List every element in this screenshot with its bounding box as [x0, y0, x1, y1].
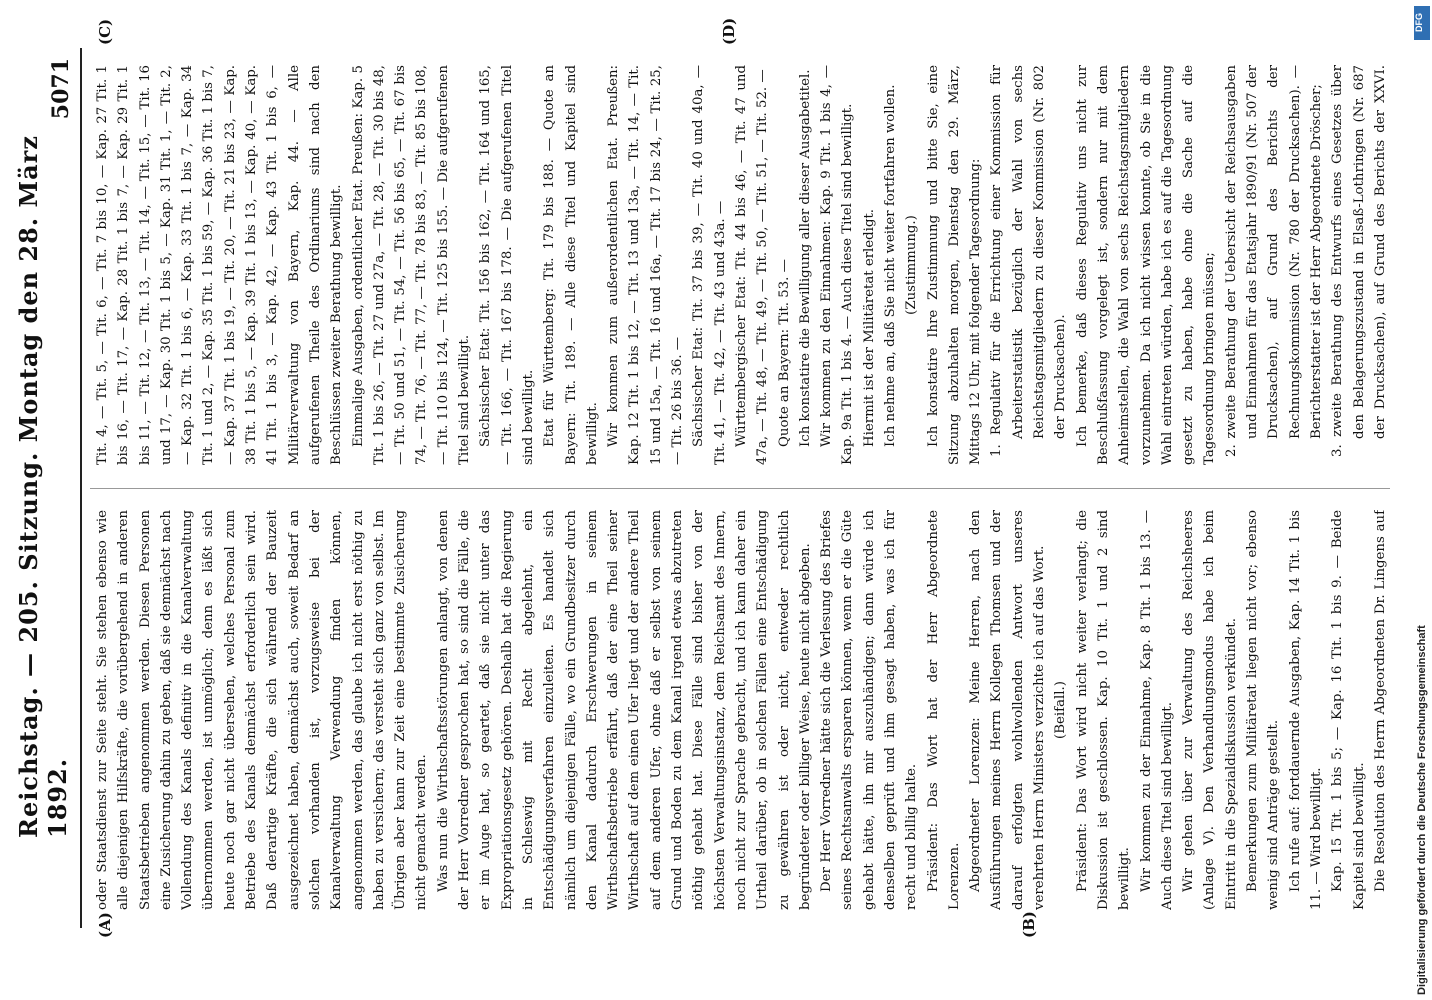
paragraph: Sächsischer Etat: Tit. 156 bis 162, — Tit. 164 und 165, — Tit. 166, — Tit. 167 bis 178. — Die aufgerufenen Titel sind bewilligt.: [478, 65, 536, 465]
paragraph: Wir kommen zu der Einnahme, Kap. 8 Tit. 1 bis 13. — Auch diese Titel sind bewilligt.: [1138, 510, 1175, 910]
paragraph: Wir gehen über zur Verwaltung des Reichsheeres (Anlage V). Den Verhandlungsmodus habe ich beim Eintritt in die Spezialdiskussion verkündet.: [1181, 510, 1239, 910]
column-divider: [90, 488, 1390, 489]
paragraph: Ich konstatire Ihre Zustimmung und bitte Sie, eine Sitzung abzuhalten morgen, Dienstag den 29. März, Mittags 12 Uhr, mit folgender Tagesordnung:: [925, 65, 984, 465]
margin-marker-a: (A): [96, 912, 114, 938]
paragraph: Hiermit ist der Militäretat erledigt.: [861, 208, 877, 447]
margin-marker-c: (C): [96, 18, 114, 45]
paragraph: Kap. 15 Tit. 1 bis 5; — Kap. 16 Tit. 1 bis 9. — Beide Kapitel sind bewilligt.: [1330, 510, 1367, 910]
paragraph: Ich konstatire die Bewilligung aller dieser Ausgabetitel.: [797, 69, 813, 447]
running-head: Reichstag. — 205. Sitzung. Montag den 28. März 1892.: [14, 135, 72, 838]
agenda-item: 3. zweite Berathung des Entwurfs eines Gesetzes über den Belagerungszustand in Elsaß-Lothringen (Nr. 687 der Drucksachen), auf Grund des Berichts der XXVI.: [1330, 65, 1388, 457]
paragraph: Präsident: Das Wort wird nicht weiter verlangt; die Diskussion ist geschlossen. Kap. 10 Tit. 1 und 2 sind bewilligt.: [1074, 510, 1133, 910]
paragraph: oder Staatsdienst zur Seite steht. Sie stehen ebenso wie alle diejenigen Hilfskräfte, die vorübergehend in anderen Staatsbetrieben angenommen werden. Diesen Personen eine Zusicherung dahin zu geben, daß sie demnächst nach Vollendung des Kanals definitiv in die Kanalverwaltung übernommen werden, ist unmöglich; denn es läßt sich heute noch gar nicht übersehen, welches Personal zum Betriebe des Kanals demnächst erforderlich sein wird. Daß derartige Kräfte, die sich während der Bauzeit ausgezeichnet haben, demnächst auch, soweit Bedarf an solchen vorhanden ist, vorzugsweise bei der Kanalverwaltung Verwendung finden können, angenommen werden, das glaube ich nicht erst nöthig zu haben zu versichern; das versteht sich ganz von selbst. Im Übrigen aber kann zur Zeit eine bestimmte Zusicherung nicht gemacht werden.: [95, 510, 430, 910]
digitization-note: Digitalisierung gefördert durch die Deutsche Forschungsgemeinschaft: [1416, 625, 1428, 995]
paragraph: Wir kommen zum außerordentlichen Etat. Preußen: Kap. 12 Tit. 1 bis 12, — Tit. 13 und 13a, — Tit. 14, — Tit. 15 und 15a, — Tit. 16 und 16a, — Tit. 17 bis 24, — Tit. 25, — Tit. 26 bis 36. —: [606, 65, 686, 465]
paragraph: Ich rufe auf: fortdauernde Ausgaben, Kap. 14 Tit. 1 bis 11. — Wird bewilligt.: [1287, 510, 1324, 910]
right-column: [92, 65, 1392, 465]
paragraph: (Zustimmung.): [904, 215, 920, 315]
paragraph: Einmalige Ausgaben, ordentlicher Etat. Preußen: Kap. 5 Tit. 1 bis 26, — Tit. 27 und 27a, — Tit. 28, — Tit. 30 bis 48, — Tit. 50 und 51, — Tit. 54, — Tit. 56 bis 65, — Tit. 67 bis 74, — Tit. 76, — Tit. 77, — Tit. 78 bis 83, — Tit. 85 bis 108, — Tit. 110 bis 124, — Tit. 125 bis 155. — Die aufgerufenen Titel sind bewilligt.: [350, 65, 473, 465]
paragraph: (Beifall.): [1053, 681, 1069, 739]
paragraph: Sächsischer Etat: Tit. 37 bis 39, — Tit. 40 und 40a, — Tit. 41, — Tit. 42, — Tit. 43 und 43a. —: [691, 65, 728, 465]
paragraph: Wir kommen zu den Einnahmen: Kap. 9 Tit. 1 bis 4, — Kap. 9a Tit. 1 bis 4. — Auch diese Titel sind bewilligt.: [819, 65, 856, 465]
page-number: 5071: [48, 58, 74, 120]
margin-marker-b: (B): [1020, 911, 1038, 938]
margin-marker-d: (D): [720, 17, 738, 45]
paragraph: Bemerkungen zum Militäretat liegen nicht vor; ebenso wenig sind Anträge gestellt.: [1245, 510, 1282, 910]
agenda-item: 1. Regulativ für die Errichtung einer Kommission für Arbeiterstatistik bezüglich der Wahl von sechs Reichstagsmitgliedern zu dieser Kommission (Nr. 802 der Drucksachen).: [989, 65, 1069, 457]
paragraph: Quote an Bayern: Tit. 53. —: [776, 259, 792, 447]
paragraph: Die Resolution des Herrn Abgeordneten Dr. Lingens auf: [1372, 510, 1388, 892]
paragraph: Ich bemerke, daß dieses Regulativ uns nicht zur Beschlußfassung vorgelegt ist, sondern nur mit dem Anheimstellen, die Wahl von sechs Reichstagsmitgliedern vorzunehmen. Da ich nicht wissen konnte, ob Sie in die Wahl eintreten würden, habe ich es auf die Tagesordnung gesetzt zu haben, habe ohne die Sache auf die Tagesordnung bringen müssen;: [1074, 65, 1218, 465]
paragraph: Tit. 4, — Tit. 5, — Tit. 6, — Tit. 7 bis 10, — Kap. 27 Tit. 1 bis 16, — Tit. 17, — Kap. 28 Tit. 1 bis 7, — Kap. 29 Tit. 1 bis 11, — Tit. 12, — Tit. 13, — Tit. 14, — Tit. 15, — Tit. 16 und 17, — Kap. 30 Tit. 1 bis 5, — Kap. 31 Tit. 1, — Tit. 2, — Kap. 32 Tit. 1 bis 6, — Kap. 33 Tit. 1 bis 7, — Kap. 34 Tit. 1 und 2, — Kap. 35 Tit. 1 bis 59, — Kap. 36 Tit. 1 bis 7, — Kap. 37 Tit. 1 bis 19, — Tit. 20, — Tit. 21 bis 23, — Kap. 38 Tit. 1 bis 5, — Kap. 39 Tit. 1 bis 13, — Kap. 40, — Kap. 41 Tit. 1 bis 3, — Kap. 42, — Kap. 43 Tit. 1 bis 6, — Militärverwaltung von Bayern, Kap. 44. — Alle aufgerufenen Theile des Ordinariums sind nach den Beschlüssen zweiter Berathung bewilligt.: [95, 65, 345, 465]
agenda-item: 2. zweite Berathung der Uebersicht der Reichsausgaben und Einnahmen für das Etatsjahr 1890/91 (Nr. 507 der Drucksachen), auf Grund des Berichts der Rechnungskommission (Nr. 780 der Drucksachen). — Berichterstatter ist der Herr Abgeordnete Dröscher;: [1223, 65, 1324, 457]
left-column: [92, 510, 1392, 910]
paragraph: Ich nehme an, daß Sie nicht weiter fortfahren wollen.: [882, 84, 898, 447]
paragraph: Was nun die Wirthschaftsstörungen anlangt, von denen der Herr Vorredner gesprochen hat, so sind die Fälle, die er im Auge hat, so geartet, daß sie nicht unter das Expropriationsgesetz gehören. Deshalb hat die Regierung in Schleswig mit Recht abgelehnt, ein Entschädigungsverfahren einzuleiten. Es handelt sich nämlich um diejenigen Fälle, wo ein Grundbesitzer durch den Kanal dadurch Erschwerungen in seinem Wirthschaftsbetriebe erfährt, daß der eine Theil seiner Wirthschaft auf dem einen Ufer liegt und der andere Theil auf dem anderen Ufer, ohne daß er selbst von seinem Grund und Boden zu dem Kanal irgend etwas abzutreten nöthig gehabt hat. Diese Fälle sind bisher von der höchsten Verwaltungsinstanz, dem Reichsamt des Innern, noch nicht zur Sprache gebracht, und ich kann daher ein Urtheil darüber, ob in solchen Fällen eine Entschädigung zu gewähren ist oder nicht, entweder rechtlich begründeter oder billiger Weise, heute nicht abgeben.: [435, 510, 813, 910]
paragraph: Präsident: Das Wort hat der Herr Abgeordnete Lorenzen.: [925, 510, 962, 910]
paragraph: Der Herr Vorredner hätte sich die Verlesung des Briefes seines Rechtsanwalts ersparen können, wenn er die Güte gehabt hätte, ihn mir auszuhändigen; dann würde ich denselben geprüft und ihm gesagt haben, was ich für recht und billig halte.: [819, 510, 920, 910]
dfg-logo: DFG: [1414, 6, 1430, 40]
paragraph: Etat für Württemberg: Tit. 179 bis 188. — Quote an Bayern: Tit. 189. — Alle diese Titel und Kapitel sind bewilligt.: [542, 65, 600, 465]
paragraph: Abgeordneter Lorenzen: Meine Herren, nach den Ausführungen meines Herrn Kollegen Thomsen und der darauf erfolgten wohlwollenden Antwort unseres verehrten Herrn Ministers verzichte ich auf das Wort.: [968, 510, 1048, 910]
page-header: [14, 48, 82, 928]
paragraph: Württembergischer Etat: Tit. 44 bis 46, — Tit. 47 und 47a, — Tit. 48, — Tit. 49, — Tit. 50, — Tit. 51, — Tit. 52. —: [733, 65, 771, 465]
